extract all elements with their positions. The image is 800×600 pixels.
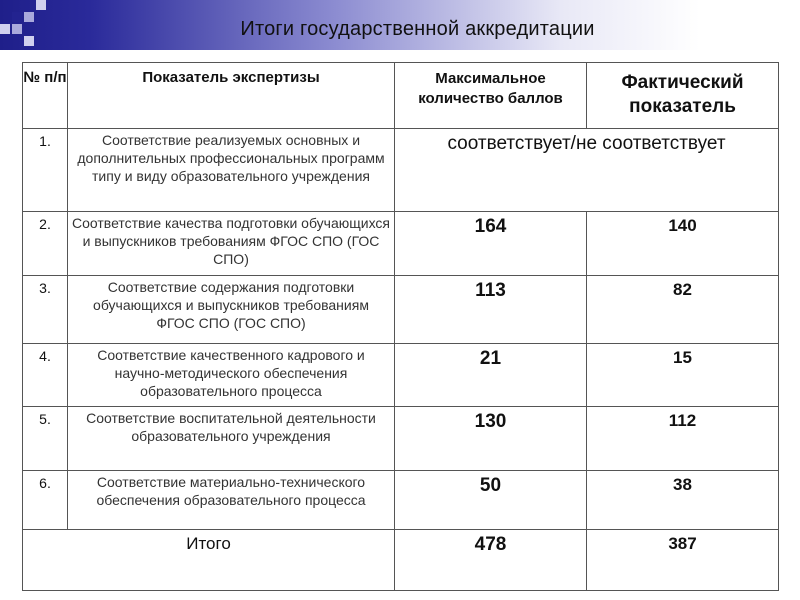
table-row <box>23 344 779 407</box>
row-max-score: 130 <box>395 407 587 471</box>
row-indicator: Соответствие качественного кадрового и научно-методического обеспечения образовательного процесса <box>68 344 395 407</box>
row-indicator: Соответствие реализуемых основных и дополнительных профессиональных программ типу и виду образовательного учреждения <box>68 129 395 212</box>
header-num: № п/п <box>23 63 68 129</box>
row-indicator: Соответствие содержания подготовки обучающихся и выпускников требованиям ФГОС СПО (ГОС СПО) <box>68 276 395 344</box>
table-row <box>23 129 779 212</box>
header-max-score: Максимальное количество баллов <box>395 63 587 129</box>
row-actual-score: 140 <box>587 212 779 276</box>
row-indicator: Соответствие качества подготовки обучающихся и выпускников требованиям ФГОС СПО (ГОС СПО) <box>68 212 395 276</box>
table-row <box>23 276 779 344</box>
total-max-score: 478 <box>395 530 587 591</box>
row-compliance-value: соответствует/не соответствует <box>395 129 779 212</box>
total-label: Итого <box>23 530 395 591</box>
table-row <box>23 471 779 530</box>
row-max-score: 113 <box>395 276 587 344</box>
accreditation-table <box>22 62 779 591</box>
row-actual-score: 38 <box>587 471 779 530</box>
row-actual-score: 15 <box>587 344 779 407</box>
row-num: 4. <box>23 344 68 407</box>
row-indicator: Соответствие воспитательной деятельности образовательного учреждения <box>68 407 395 471</box>
table-header-row <box>23 63 779 129</box>
row-num: 5. <box>23 407 68 471</box>
row-max-score: 164 <box>395 212 587 276</box>
total-actual-score: 387 <box>587 530 779 591</box>
row-max-score: 50 <box>395 471 587 530</box>
row-indicator: Соответствие материально-технического обеспечения образовательного процесса <box>68 471 395 530</box>
row-num: 6. <box>23 471 68 530</box>
row-actual-score: 82 <box>587 276 779 344</box>
row-actual-score: 112 <box>587 407 779 471</box>
table-row <box>23 212 779 276</box>
row-num: 2. <box>23 212 68 276</box>
row-max-score: 21 <box>395 344 587 407</box>
decor-square <box>36 0 46 10</box>
row-num: 3. <box>23 276 68 344</box>
table-total-row <box>23 530 779 591</box>
page-title: Итоги государственной аккредитации <box>240 18 595 40</box>
header-actual-score: Фактический показатель <box>587 63 779 129</box>
row-num: 1. <box>23 129 68 212</box>
table-row <box>23 407 779 471</box>
header-indicator: Показатель экспертизы <box>68 63 395 129</box>
